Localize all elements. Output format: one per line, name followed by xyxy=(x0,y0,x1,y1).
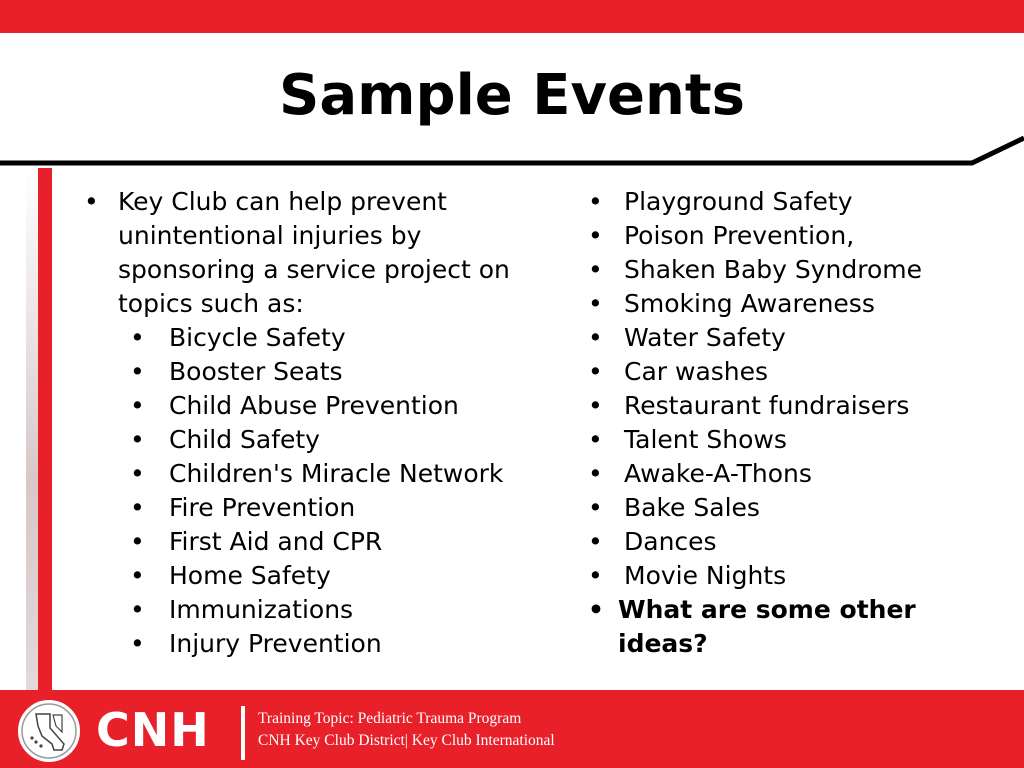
topic-item: • Injury Prevention xyxy=(72,627,562,661)
footer-divider xyxy=(241,706,245,760)
right-column xyxy=(580,185,1010,661)
intro-bullet: • Key Club can help prevent unintentional injuries by sponsoring a service project on topics such as: xyxy=(72,185,562,321)
topic-item: • First Aid and CPR xyxy=(72,525,562,559)
event-item: • Smoking Awareness xyxy=(580,287,1010,321)
right-bullet-list xyxy=(580,185,1010,661)
cnh-logo-text: CNH xyxy=(96,703,210,757)
question-item xyxy=(580,593,1010,661)
topic-item: • Child Abuse Prevention xyxy=(72,389,562,423)
footer-text-block xyxy=(258,708,555,752)
event-item: • Shaken Baby Syndrome xyxy=(580,253,1010,287)
event-item: • Car washes xyxy=(580,355,1010,389)
event-item: • Bake Sales xyxy=(580,491,1010,525)
event-item: • Playground Safety xyxy=(580,185,1010,219)
footer-line-2: CNH Key Club District| Key Club International xyxy=(258,732,555,749)
event-item: • Awake-A-Thons xyxy=(580,457,1010,491)
topic-item: • Fire Prevention xyxy=(72,491,562,525)
footer-line-1: Training Topic: Pediatric Trauma Program xyxy=(258,710,522,727)
left-column xyxy=(72,185,562,661)
event-item: • Talent Shows xyxy=(580,423,1010,457)
question-text: • What are some other ideas? xyxy=(618,595,916,658)
event-item: • Restaurant fundraisers xyxy=(580,389,1010,423)
event-item: • Movie Nights xyxy=(580,559,1010,593)
topic-item: • Home Safety xyxy=(72,559,562,593)
topic-item: • Booster Seats xyxy=(72,355,562,389)
event-item: • Dances xyxy=(580,525,1010,559)
topic-item: • Child Safety xyxy=(72,423,562,457)
topic-item: • Immunizations xyxy=(72,593,562,627)
event-item: • Poison Prevention, xyxy=(580,219,1010,253)
left-side-stripe xyxy=(26,168,52,690)
topic-item: • Children's Miracle Network xyxy=(72,457,562,491)
california-seal-icon xyxy=(18,700,80,762)
footer-bar xyxy=(0,690,1024,768)
slide-title: Sample Events xyxy=(279,63,745,128)
left-bullet-list xyxy=(72,185,562,661)
topic-item: • Bicycle Safety xyxy=(72,321,562,355)
event-item: • Water Safety xyxy=(580,321,1010,355)
